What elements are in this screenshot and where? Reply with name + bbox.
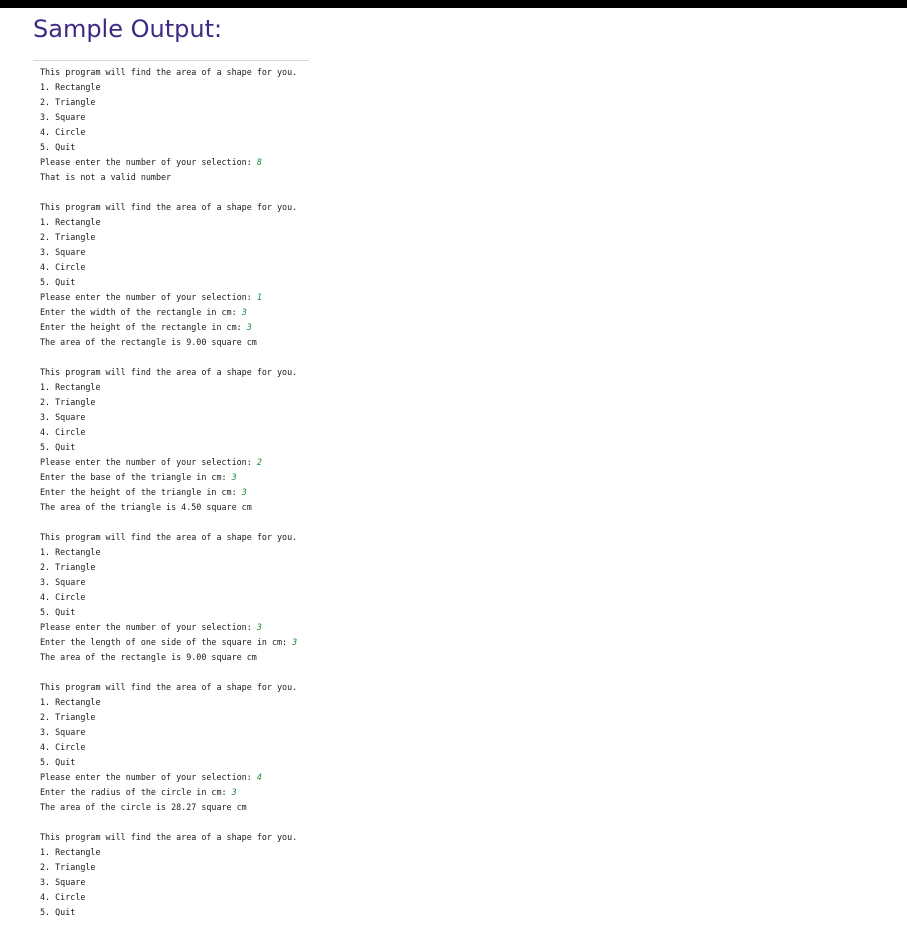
console-line-text: This program will find the area of a shape for you.: [40, 67, 298, 77]
console-line: [40, 455, 900, 470]
console-line: [40, 200, 900, 215]
console-line-text: Enter the length of one side of the square in cm:: [40, 637, 293, 647]
console-line-text: This program will find the area of a shape for you.: [40, 832, 298, 842]
console-line-text: 4. Circle: [40, 742, 86, 752]
console-line: [40, 485, 900, 500]
console-line: [40, 500, 900, 515]
console-line: [40, 260, 900, 275]
console-line-text: This program will find the area of a shape for you.: [40, 367, 298, 377]
console-line: [40, 680, 900, 695]
console-line: [40, 530, 900, 545]
console-line: [40, 725, 900, 740]
console-line-text: This program will find the area of a shape for you.: [40, 682, 298, 692]
console-line: [40, 665, 900, 680]
console-line-text: 1. Rectangle: [40, 697, 101, 707]
user-input-value: 2: [256, 457, 262, 467]
console-line: [40, 905, 900, 920]
console-line: [40, 125, 900, 140]
console-line: [40, 230, 900, 245]
console-line: [40, 185, 900, 200]
console-line-text: 2. Triangle: [40, 862, 96, 872]
console-line-text: 3. Square: [40, 877, 86, 887]
console-line-text: Please enter the number of your selection:: [40, 622, 257, 632]
user-input-value: 4: [256, 772, 262, 782]
console-line: [40, 800, 900, 815]
console-line: [40, 275, 900, 290]
console-line-text: 2. Triangle: [40, 712, 96, 722]
console-line: [40, 215, 900, 230]
console-line: [40, 470, 900, 485]
console-line-text: 1. Rectangle: [40, 82, 101, 92]
console-line: [40, 890, 900, 905]
console-line: [40, 560, 900, 575]
console-line-text: Enter the radius of the circle in cm:: [40, 787, 232, 797]
console-line-text: 1. Rectangle: [40, 847, 101, 857]
user-input-value: 3: [292, 637, 298, 647]
console-line-text: 3. Square: [40, 112, 86, 122]
console-line: [40, 95, 900, 110]
console-line: [40, 80, 900, 95]
console-line-text: 5. Quit: [40, 442, 76, 452]
console-line: [40, 815, 900, 830]
console-line: [40, 845, 900, 860]
console-line-text: 5. Quit: [40, 277, 76, 287]
console-line: [40, 545, 900, 560]
console-line: [40, 350, 900, 365]
console-line-text: Please enter the number of your selection:: [40, 772, 257, 782]
console-line-text: 4. Circle: [40, 892, 86, 902]
console-line: [40, 650, 900, 665]
console-line-text: 1. Rectangle: [40, 547, 101, 557]
console-line: [40, 575, 900, 590]
console-line-text: 2. Triangle: [40, 232, 96, 242]
console-line-text: 3. Square: [40, 577, 86, 587]
console-line-text: The area of the rectangle is 9.00 square cm: [40, 337, 257, 347]
console-line: [40, 110, 900, 125]
console-line: [40, 440, 900, 455]
console-line: [40, 755, 900, 770]
console-line-text: 4. Circle: [40, 427, 86, 437]
console-line: [40, 695, 900, 710]
console-line-text: 4. Circle: [40, 127, 86, 137]
console-line: [40, 305, 900, 320]
user-input-value: 3: [231, 787, 237, 797]
console-line-text: Enter the width of the rectangle in cm:: [40, 307, 242, 317]
console-line-text: This program will find the area of a shape for you.: [40, 202, 298, 212]
console-line: [40, 605, 900, 620]
console-line: [40, 620, 900, 635]
divider: [33, 60, 309, 61]
console-line: [40, 875, 900, 890]
console-line: [40, 740, 900, 755]
console-line: [40, 425, 900, 440]
console-line-text: 2. Triangle: [40, 397, 96, 407]
console-line: [40, 290, 900, 305]
console-line-text: 2. Triangle: [40, 562, 96, 572]
user-input-value: 1: [256, 292, 262, 302]
console-line-text: Enter the height of the rectangle in cm:: [40, 322, 247, 332]
console-line: [40, 635, 900, 650]
console-line-text: Please enter the number of your selection:: [40, 157, 257, 167]
console-line: [40, 170, 900, 185]
user-input-value: 3: [246, 322, 252, 332]
console-line: [40, 410, 900, 425]
console-line: [40, 65, 900, 80]
console-line-text: 5. Quit: [40, 142, 76, 152]
user-input-value: 8: [256, 157, 262, 167]
console-line: [40, 380, 900, 395]
console-line-text: The area of the rectangle is 9.00 square cm: [40, 652, 257, 662]
console-line-text: That is not a valid number: [40, 172, 172, 182]
console-line-text: 1. Rectangle: [40, 217, 101, 227]
console-output: [40, 65, 900, 920]
console-line: [40, 590, 900, 605]
console-line: [40, 320, 900, 335]
console-line-text: 5. Quit: [40, 907, 76, 917]
console-line-text: Please enter the number of your selection:: [40, 292, 257, 302]
console-line: [40, 245, 900, 260]
user-input-value: 3: [256, 622, 262, 632]
user-input-value: 3: [241, 487, 247, 497]
console-line-text: 2. Triangle: [40, 97, 96, 107]
console-line: [40, 365, 900, 380]
console-line-text: 3. Square: [40, 247, 86, 257]
console-line-text: 4. Circle: [40, 592, 86, 602]
console-line-text: The area of the circle is 28.27 square cm: [40, 802, 247, 812]
console-line-text: 3. Square: [40, 727, 86, 737]
console-line: [40, 770, 900, 785]
console-line-text: The area of the triangle is 4.50 square cm: [40, 502, 252, 512]
console-line: [40, 710, 900, 725]
console-line-text: 5. Quit: [40, 607, 76, 617]
console-line: [40, 830, 900, 845]
console-line-text: 4. Circle: [40, 262, 86, 272]
console-line-text: Please enter the number of your selection:: [40, 457, 257, 467]
top-bar: [0, 0, 907, 8]
user-input-value: 3: [241, 307, 247, 317]
console-line-text: 3. Square: [40, 412, 86, 422]
console-line: [40, 140, 900, 155]
user-input-value: 3: [231, 472, 237, 482]
console-line: [40, 395, 900, 410]
console-line-text: This program will find the area of a shape for you.: [40, 532, 298, 542]
console-line: [40, 335, 900, 350]
console-line-text: Enter the height of the triangle in cm:: [40, 487, 242, 497]
console-line-text: 5. Quit: [40, 757, 76, 767]
console-line: [40, 785, 900, 800]
console-line-text: Enter the base of the triangle in cm:: [40, 472, 232, 482]
console-line: [40, 515, 900, 530]
console-line-text: 1. Rectangle: [40, 382, 101, 392]
console-line: [40, 860, 900, 875]
console-line: [40, 155, 900, 170]
page-title: Sample Output:: [33, 15, 223, 43]
